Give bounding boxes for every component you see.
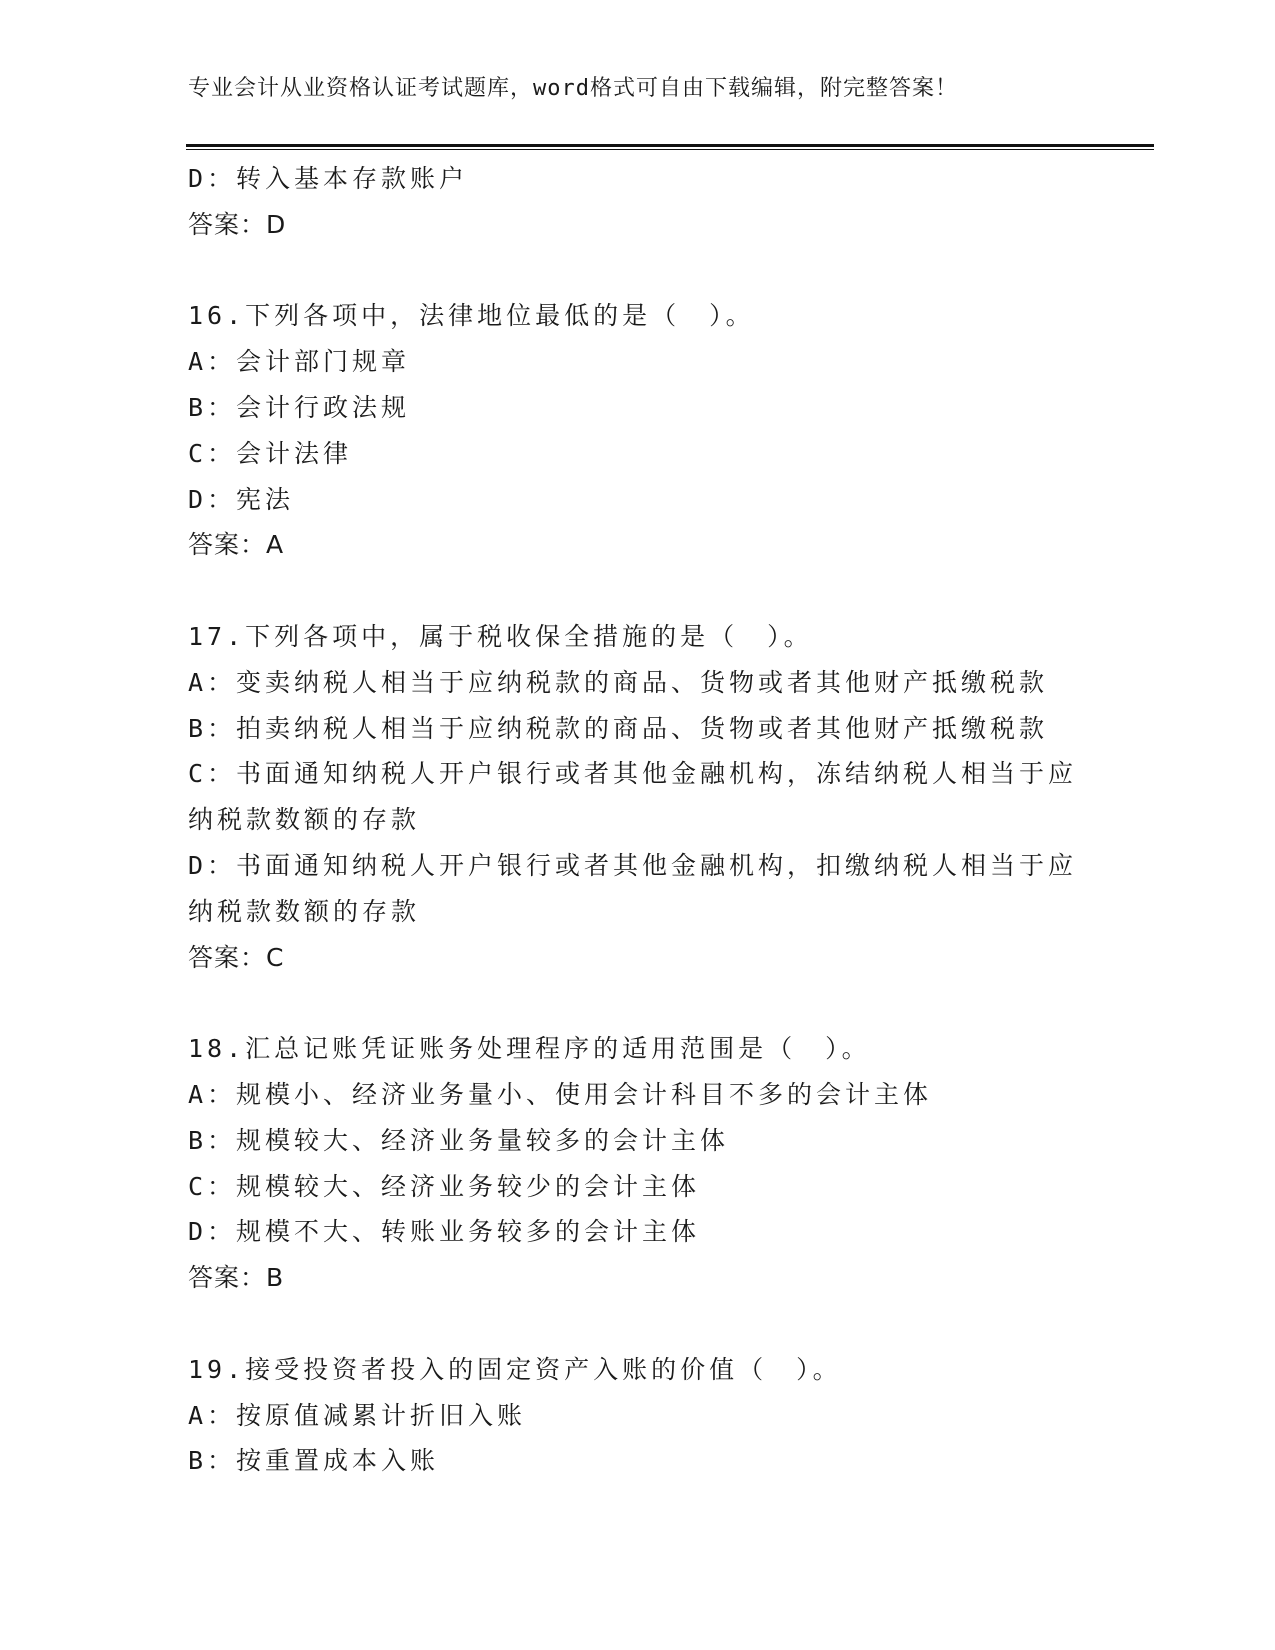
answer-line: 答案：A xyxy=(188,530,285,560)
option-d: D：宪法 xyxy=(188,484,295,514)
header-divider xyxy=(186,144,1154,150)
document-body xyxy=(188,156,1088,1484)
spacer xyxy=(188,980,1088,1026)
spacer xyxy=(188,248,1088,294)
option-d: D：规模不大、转账业务较多的会计主体 xyxy=(188,1217,701,1247)
option-d-continued: 纳税款数额的存款 xyxy=(188,896,421,926)
option-b: B：会计行政法规 xyxy=(188,392,411,422)
option-a: A：按原值减累计折旧入账 xyxy=(188,1400,527,1430)
question-stem: 16.下列各项中，法律地位最低的是（ ）。 xyxy=(188,301,755,331)
question-stem: 19.接受投资者投入的固定资产入账的价值（ ）。 xyxy=(188,1354,842,1384)
option-c-continued: 纳税款数额的存款 xyxy=(188,805,421,835)
option-c: C：会计法律 xyxy=(188,438,353,468)
option-a: A：会计部门规章 xyxy=(188,347,411,377)
option-b: B：规模较大、经济业务量较多的会计主体 xyxy=(188,1125,730,1155)
option-a: A：变卖纳税人相当于应纳税款的商品、货物或者其他财产抵缴税款 xyxy=(188,667,1049,697)
answer-line: 答案：C xyxy=(188,942,285,972)
option-b: B：拍卖纳税人相当于应纳税款的商品、货物或者其他财产抵缴税款 xyxy=(188,713,1049,743)
option-d: D：转入基本存款账户 xyxy=(188,164,469,193)
spacer xyxy=(188,568,1088,614)
question-stem: 18.汇总记账凭证账务处理程序的适用范围是（ ）。 xyxy=(188,1034,871,1064)
option-c: C：书面通知纳税人开户银行或者其他金融机构，冻结纳税人相当于应 xyxy=(188,759,1078,789)
answer-line: 答案：B xyxy=(188,1263,285,1293)
page-header: 专业会计从业资格认证考试题库，word格式可自由下载编辑，附完整答案！ xyxy=(188,76,958,101)
question-stem: 17.下列各项中，属于税收保全措施的是（ ）。 xyxy=(188,621,813,651)
option-b: B：按重置成本入账 xyxy=(188,1446,440,1476)
spacer xyxy=(188,1301,1088,1347)
option-a: A：规模小、经济业务量小、使用会计科目不多的会计主体 xyxy=(188,1079,933,1109)
option-d: D：书面通知纳税人开户银行或者其他金融机构，扣缴纳税人相当于应 xyxy=(188,850,1078,880)
option-c: C：规模较大、经济业务较少的会计主体 xyxy=(188,1171,701,1201)
answer-line: 答案：D xyxy=(188,209,287,239)
